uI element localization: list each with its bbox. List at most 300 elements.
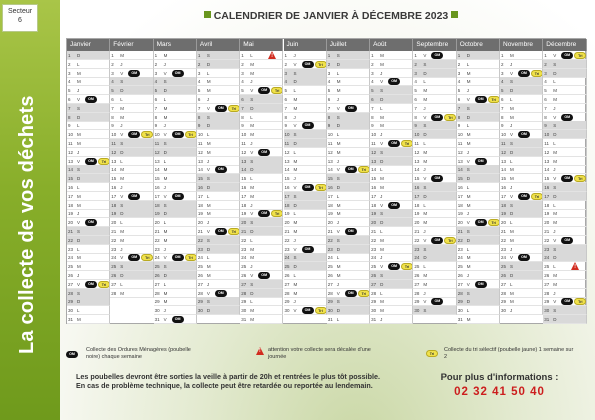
day-cell <box>240 253 283 262</box>
day-number: 14 <box>197 167 203 173</box>
day-cell <box>327 69 370 78</box>
day-number: 1 <box>197 53 201 58</box>
om-bin-icon: OM <box>302 122 314 129</box>
day-number: 5 <box>68 88 71 94</box>
day-letter: M <box>336 79 341 85</box>
day-letter: V <box>293 123 297 129</box>
day-number: 23 <box>414 246 420 252</box>
day-number: 20 <box>241 220 247 226</box>
day-cell <box>284 95 327 104</box>
day-cell <box>413 289 456 298</box>
day-number: 25 <box>284 264 290 270</box>
om-bin-icon: OM <box>475 219 487 226</box>
day-letter: M <box>163 53 168 58</box>
day-number: 17 <box>327 193 333 199</box>
day-cell <box>110 60 153 69</box>
day-cell <box>543 113 586 122</box>
day-letter: V <box>250 88 254 94</box>
day-number: 15 <box>544 176 550 182</box>
day-number: 12 <box>284 149 290 155</box>
day-letter: S <box>423 246 427 252</box>
month-header: Août <box>370 39 413 51</box>
day-cell <box>413 113 456 122</box>
day-number: 25 <box>414 264 420 270</box>
day-cell <box>154 192 197 201</box>
day-cell <box>457 121 500 130</box>
day-cell <box>500 157 543 166</box>
day-number: 26 <box>501 273 507 278</box>
day-cell <box>413 271 456 280</box>
om-bin-icon: OM <box>172 193 184 200</box>
day-letter: M <box>466 132 471 138</box>
day-cell <box>154 209 197 218</box>
om-bin-icon: OM <box>172 254 184 261</box>
day-cell <box>67 280 110 289</box>
day-letter: L <box>553 141 556 146</box>
om-bin-icon: OM <box>172 316 184 323</box>
day-cell <box>154 218 197 227</box>
day-number: 17 <box>501 193 507 199</box>
day-number: 6 <box>241 97 244 102</box>
day-number: 6 <box>371 97 374 102</box>
day-number: 20 <box>544 220 550 226</box>
day-cell <box>284 139 327 148</box>
day-letter: V <box>553 176 557 182</box>
day-letter: V <box>510 193 514 199</box>
day-cell <box>543 174 586 183</box>
day-cell <box>110 271 153 280</box>
day-letter: S <box>250 97 254 102</box>
day-number: 24 <box>197 255 203 261</box>
day-letter: L <box>77 185 80 190</box>
day-letter: D <box>380 220 384 226</box>
day-cell <box>284 289 327 298</box>
day-number: 21 <box>68 229 74 234</box>
day-cell <box>110 174 153 183</box>
day-letter: S <box>380 149 384 155</box>
month-header: Juin <box>284 39 327 51</box>
day-letter: M <box>380 114 384 120</box>
day-number: 27 <box>501 281 507 287</box>
day-number: 27 <box>327 281 333 287</box>
day-number: 14 <box>501 167 507 173</box>
day-number: 5 <box>284 88 288 94</box>
day-number: 6 <box>327 97 331 102</box>
month-header: Mai <box>240 39 283 51</box>
day-cell <box>457 174 500 183</box>
day-number: 3 <box>544 70 547 76</box>
day-letter: S <box>77 105 81 111</box>
day-number: 12 <box>68 149 74 155</box>
day-cell <box>500 104 543 113</box>
day-letter: M <box>77 70 81 76</box>
day-cell <box>67 130 110 139</box>
day-letter: L <box>206 255 210 261</box>
day-number: 9 <box>284 123 288 129</box>
day-number: 2 <box>327 61 331 67</box>
day-cell <box>284 253 327 262</box>
month-header: Novembre <box>500 39 543 51</box>
day-letter: J <box>380 70 383 76</box>
day-cell <box>154 306 197 315</box>
day-cell <box>197 201 240 210</box>
day-cell <box>284 245 327 254</box>
day-cell <box>284 51 327 60</box>
day-letter: V <box>120 193 124 199</box>
day-letter: J <box>510 246 513 252</box>
day-number: 5 <box>371 88 374 94</box>
day-cell <box>370 121 413 130</box>
day-number: 10 <box>457 132 463 138</box>
day-cell <box>457 218 500 227</box>
day-cell <box>500 121 543 130</box>
day-cell <box>457 77 500 86</box>
day-letter: L <box>206 132 210 138</box>
day-number: 14 <box>544 167 550 173</box>
day-cell <box>154 95 197 104</box>
day-cell <box>543 86 586 95</box>
day-number: 28 <box>544 290 550 296</box>
day-number: 26 <box>414 273 420 278</box>
day-number: 4 <box>501 79 504 85</box>
day-letter: M <box>336 202 341 208</box>
day-number: 13 <box>414 158 420 164</box>
day-cell <box>240 236 283 245</box>
day-cell <box>370 236 413 245</box>
day-letter: M <box>380 308 384 314</box>
day-cell <box>67 236 110 245</box>
day-number: 13 <box>154 158 160 164</box>
om-bin-icon: OM <box>475 96 487 103</box>
day-cell <box>543 183 586 192</box>
day-letter: M <box>250 70 254 76</box>
day-cell <box>500 60 543 69</box>
day-letter: M <box>380 176 384 182</box>
day-number: 6 <box>414 97 417 102</box>
day-letter: L <box>510 281 513 287</box>
day-cell <box>413 280 456 289</box>
day-number: 17 <box>371 193 377 199</box>
day-number: 17 <box>457 193 463 199</box>
day-letter: S <box>553 246 557 252</box>
day-letter: J <box>466 211 469 217</box>
day-letter: J <box>466 88 469 94</box>
day-cell <box>543 60 586 69</box>
day-cell <box>67 77 110 86</box>
day-number: 17 <box>241 193 247 199</box>
day-letter: J <box>553 105 556 111</box>
day-letter: L <box>120 97 123 102</box>
day-cell <box>500 253 543 262</box>
day-number: 1 <box>284 53 288 58</box>
day-number: 8 <box>68 114 71 120</box>
day-number: 26 <box>457 273 463 278</box>
tri-bin-icon: Tri <box>531 193 543 200</box>
day-number: 17 <box>111 193 117 199</box>
day-number: 9 <box>327 123 331 129</box>
day-number: 23 <box>197 246 203 252</box>
om-bin-icon: OM <box>431 114 443 121</box>
day-cell <box>240 60 283 69</box>
day-cell <box>67 165 110 174</box>
day-letter: M <box>423 97 428 102</box>
day-letter: L <box>120 220 123 226</box>
day-cell <box>500 69 543 78</box>
day-cell <box>413 51 456 60</box>
om-bin-icon: OM <box>561 114 573 121</box>
day-number: 11 <box>111 141 116 146</box>
day-number: 11 <box>327 141 333 146</box>
day-number: 7 <box>544 105 547 111</box>
day-cell <box>284 165 327 174</box>
day-cell <box>500 192 543 201</box>
day-cell <box>370 174 413 183</box>
day-letter: V <box>380 264 384 270</box>
day-letter: D <box>336 185 341 190</box>
day-number: 30 <box>457 308 463 314</box>
day-letter: J <box>120 61 123 67</box>
day-letter: M <box>206 141 211 146</box>
day-letter: V <box>163 70 167 76</box>
day-letter: V <box>423 53 427 58</box>
day-number: 22 <box>544 237 550 243</box>
day-cell <box>67 218 110 227</box>
day-letter: L <box>206 70 210 76</box>
day-cell <box>413 201 456 210</box>
day-cell <box>240 51 283 60</box>
day-number: 8 <box>197 114 201 120</box>
day-letter: M <box>120 167 125 173</box>
day-letter: L <box>293 211 297 217</box>
day-number: 22 <box>111 237 117 243</box>
day-number: 18 <box>544 202 550 208</box>
day-letter: M <box>163 167 168 173</box>
day-letter: S <box>423 123 427 129</box>
day-letter: D <box>466 53 470 58</box>
day-cell <box>197 245 240 254</box>
day-number: 1 <box>68 53 71 58</box>
day-cell <box>327 271 370 280</box>
day-number: 12 <box>327 149 333 155</box>
day-cell <box>110 209 153 218</box>
day-number: 3 <box>68 70 71 76</box>
day-letter: S <box>293 193 297 199</box>
day-letter: M <box>553 220 558 226</box>
day-cell <box>197 69 240 78</box>
day-cell <box>327 139 370 148</box>
day-letter: M <box>163 299 168 305</box>
day-number: 20 <box>457 220 463 226</box>
day-cell <box>457 245 500 254</box>
om-bin-icon: OM <box>215 166 227 173</box>
day-letter: V <box>380 79 384 85</box>
month-header: Mars <box>154 39 197 51</box>
day-number: 13 <box>327 158 333 164</box>
tri-bin-icon: Tri <box>488 96 500 103</box>
day-number: 6 <box>68 97 71 102</box>
day-letter: V <box>206 167 210 173</box>
day-letter: S <box>336 53 340 58</box>
month-header: Septembre <box>413 39 456 51</box>
day-number: 30 <box>154 308 160 314</box>
day-number: 10 <box>414 132 420 138</box>
om-bin-icon: OM <box>345 166 357 173</box>
day-cell <box>370 69 413 78</box>
day-cell <box>110 95 153 104</box>
day-number: 14 <box>371 167 377 173</box>
day-letter: S <box>510 202 514 208</box>
day-letter: M <box>336 88 341 94</box>
day-letter: M <box>510 229 514 234</box>
day-number: 19 <box>327 211 333 217</box>
day-letter: J <box>336 97 340 102</box>
day-letter: V <box>553 53 557 58</box>
sector-box <box>2 4 38 32</box>
phone-number[interactable]: 02 32 41 50 40 <box>454 386 545 398</box>
day-number: 26 <box>371 273 377 278</box>
day-letter: M <box>250 123 254 129</box>
day-letter: M <box>250 317 254 322</box>
day-cell <box>154 51 197 60</box>
tri-bin-icon: Tri <box>185 131 197 138</box>
day-letter: V <box>250 211 254 217</box>
day-cell <box>543 157 586 166</box>
day-cell <box>543 253 586 262</box>
day-letter: J <box>163 246 166 252</box>
day-letter: V <box>206 229 210 234</box>
day-cell <box>240 95 283 104</box>
om-bin-icon: OM <box>561 175 573 182</box>
day-number: 29 <box>501 299 507 305</box>
day-cell <box>154 315 197 324</box>
day-letter: V <box>206 105 210 111</box>
day-letter: L <box>423 202 426 208</box>
day-letter: D <box>466 114 470 120</box>
day-letter: D <box>423 255 427 261</box>
om-bin-icon: OM <box>388 78 400 85</box>
day-letter: D <box>163 149 167 155</box>
day-cell <box>457 227 500 236</box>
day-number: 8 <box>284 114 288 120</box>
day-number: 12 <box>457 149 463 155</box>
notes <box>76 372 380 390</box>
day-number: 30 <box>68 308 74 314</box>
day-letter: M <box>336 273 341 278</box>
day-number: 15 <box>197 176 203 182</box>
day-number: 28 <box>241 290 247 296</box>
day-cell <box>327 95 370 104</box>
day-number: 30 <box>501 308 507 314</box>
day-cell <box>327 245 370 254</box>
day-letter: D <box>163 88 167 94</box>
om-bin-icon: OM <box>345 290 357 297</box>
tri-bin-icon: Tri <box>315 184 327 191</box>
om-bin-icon: OM <box>172 131 184 138</box>
day-letter: D <box>293 79 297 85</box>
day-number: 21 <box>111 229 117 234</box>
day-number: 29 <box>154 299 160 305</box>
om-bin-icon: OM <box>258 87 270 94</box>
day-cell <box>240 77 283 86</box>
day-number: 18 <box>154 202 160 208</box>
day-letter: D <box>293 141 297 146</box>
day-number: 7 <box>197 105 201 111</box>
day-letter: J <box>163 123 166 129</box>
om-bin-icon: OM <box>302 307 314 314</box>
day-cell <box>240 157 283 166</box>
om-bin-icon: OM <box>302 246 314 253</box>
info-label: Pour plus d'informations : <box>440 372 559 383</box>
day-number: 27 <box>197 281 203 287</box>
day-number: 4 <box>371 79 374 85</box>
day-letter: L <box>120 158 123 164</box>
day-number: 11 <box>154 141 160 146</box>
day-letter: V <box>423 237 427 243</box>
day-number: 26 <box>154 273 160 278</box>
day-number: 29 <box>241 299 247 305</box>
day-number: 25 <box>457 264 463 270</box>
day-letter: D <box>336 123 341 129</box>
day-number: 7 <box>501 105 504 111</box>
day-letter: V <box>336 229 340 234</box>
day-letter: M <box>423 273 428 278</box>
day-number: 19 <box>68 211 74 217</box>
day-cell <box>240 192 283 201</box>
day-letter: M <box>77 79 81 85</box>
day-cell <box>284 209 327 218</box>
day-number: 19 <box>544 211 550 217</box>
day-cell <box>197 271 240 280</box>
day-cell <box>110 280 153 289</box>
day-cell <box>240 104 283 113</box>
day-cell <box>110 192 153 201</box>
day-number: 15 <box>414 176 420 182</box>
day-letter: M <box>336 141 341 146</box>
day-cell <box>110 139 153 148</box>
day-cell <box>284 262 327 271</box>
day-letter: L <box>250 299 253 305</box>
day-cell <box>413 227 456 236</box>
day-cell <box>197 209 240 218</box>
day-number: 18 <box>111 202 117 208</box>
day-number: 12 <box>371 149 377 155</box>
day-letter: M <box>77 317 81 322</box>
day-cell <box>154 121 197 130</box>
day-number: 13 <box>111 158 117 164</box>
day-letter: M <box>553 281 558 287</box>
day-cell <box>284 306 327 315</box>
day-number: 14 <box>68 167 74 173</box>
day-letter: L <box>466 61 470 67</box>
day-number: 19 <box>284 211 290 217</box>
day-letter: S <box>163 79 167 85</box>
day-number: 1 <box>414 53 417 58</box>
day-letter: D <box>77 237 81 243</box>
day-number: 31 <box>154 317 160 322</box>
day-letter: M <box>206 273 211 278</box>
day-cell <box>500 218 543 227</box>
day-cell <box>370 148 413 157</box>
day-letter: S <box>510 79 514 85</box>
day-cell <box>500 280 543 289</box>
om-bin-icon: OM <box>561 298 573 305</box>
day-cell <box>197 51 240 60</box>
day-number: 9 <box>197 123 201 129</box>
day-letter: D <box>510 211 514 217</box>
day-number: 23 <box>327 246 333 252</box>
day-cell <box>370 157 413 166</box>
day-number: 27 <box>68 281 74 287</box>
